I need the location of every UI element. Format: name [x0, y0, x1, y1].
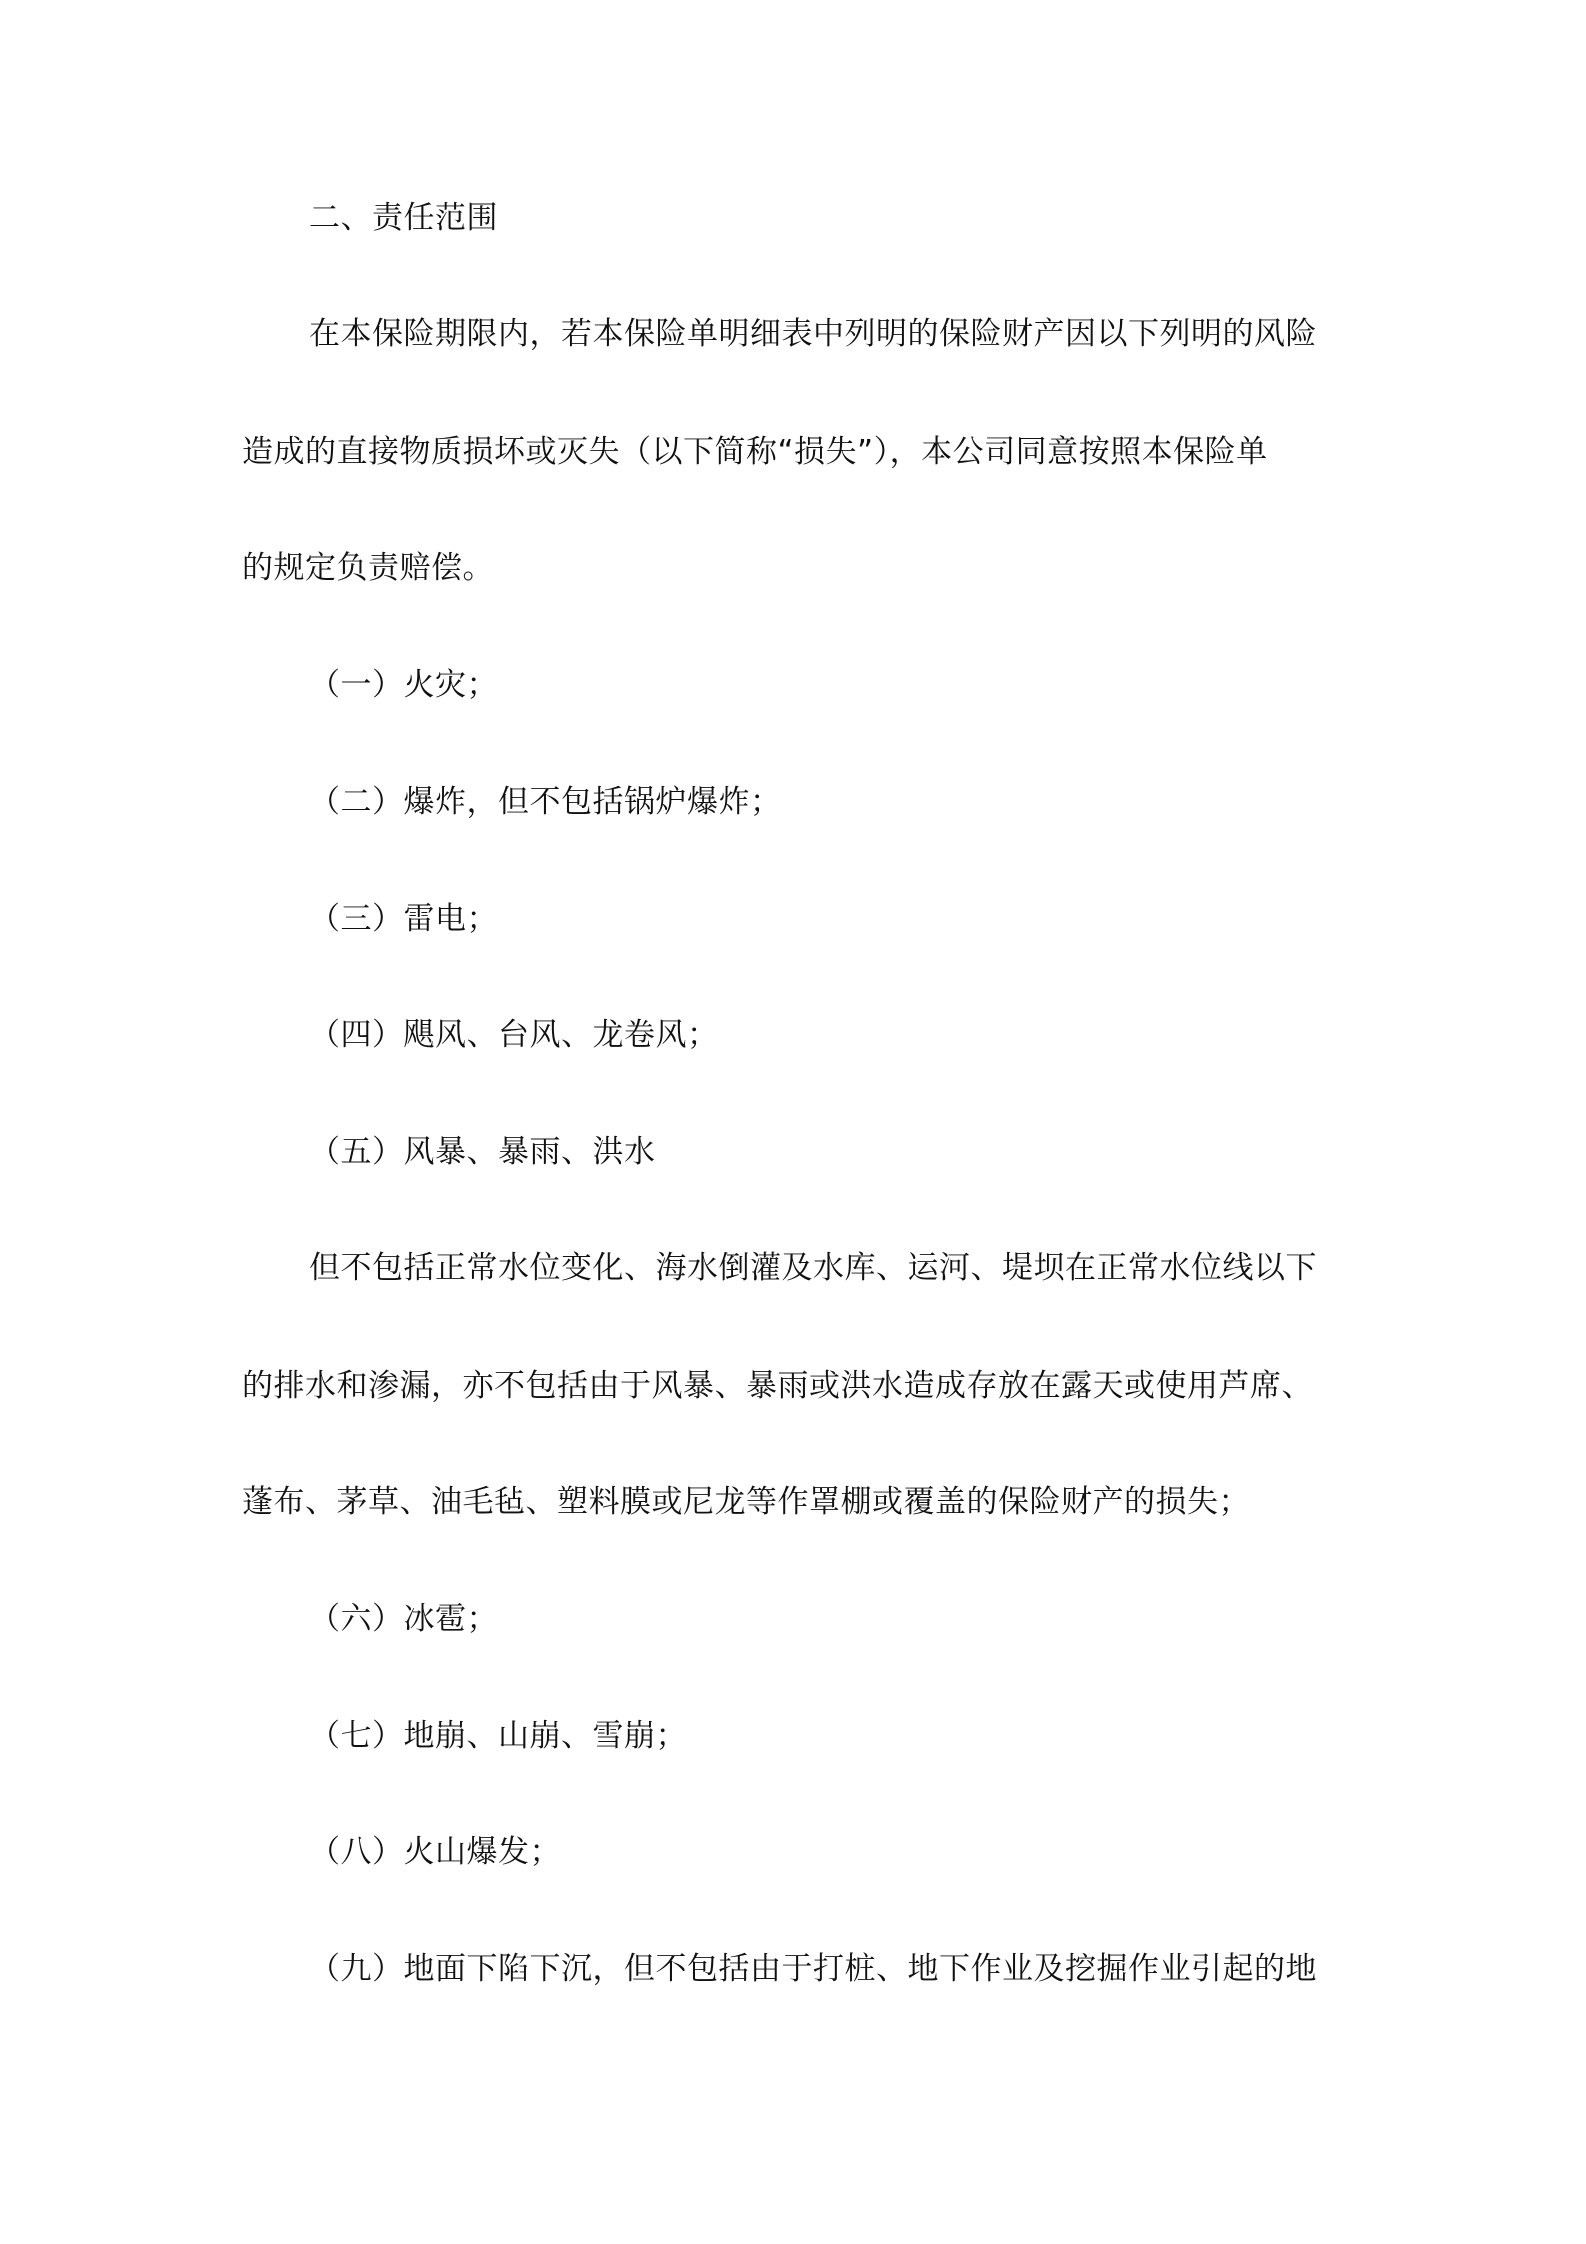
list-item: （八）火山爆发；	[309, 1834, 561, 1870]
list-item: （六）冰雹；	[309, 1601, 498, 1637]
list-item: （七）地崩、山崩、雪崩；	[309, 1718, 687, 1754]
paragraph-line: 的排水和渗漏，亦不包括由于风暴、暴雨或洪水造成存放在露天或使用芦席、	[242, 1368, 1313, 1404]
list-item: （九）地面下陷下沉，但不包括由于打桩、地下作业及挖掘作业引起的地	[309, 1951, 1317, 1987]
list-item: （一）火灾；	[309, 667, 498, 703]
list-item: （四）飓风、台风、龙卷风；	[309, 1017, 719, 1053]
list-item: （五）风暴、暴雨、洪水	[309, 1134, 656, 1170]
paragraph-line: 造成的直接物质损坏或灭失（以下简称“损失”），本公司同意按照本保险单	[242, 434, 1268, 470]
paragraph-line: 但不包括正常水位变化、海水倒灌及水库、运河、堤坝在正常水位线以下	[309, 1250, 1317, 1286]
paragraph-line: 蓬布、茅草、油毛毡、塑料膜或尼龙等作罩棚或覆盖的保险财产的损失；	[242, 1484, 1250, 1520]
list-item: （三）雷电；	[309, 901, 498, 937]
list-item: （二）爆炸，但不包括锅炉爆炸；	[309, 784, 782, 820]
paragraph-line: 的规定负责赔偿。	[242, 550, 494, 586]
section-heading: 二、责任范围	[309, 200, 498, 236]
paragraph-line: 在本保险期限内，若本保险单明细表中列明的保险财产因以下列明的风险	[309, 316, 1317, 352]
